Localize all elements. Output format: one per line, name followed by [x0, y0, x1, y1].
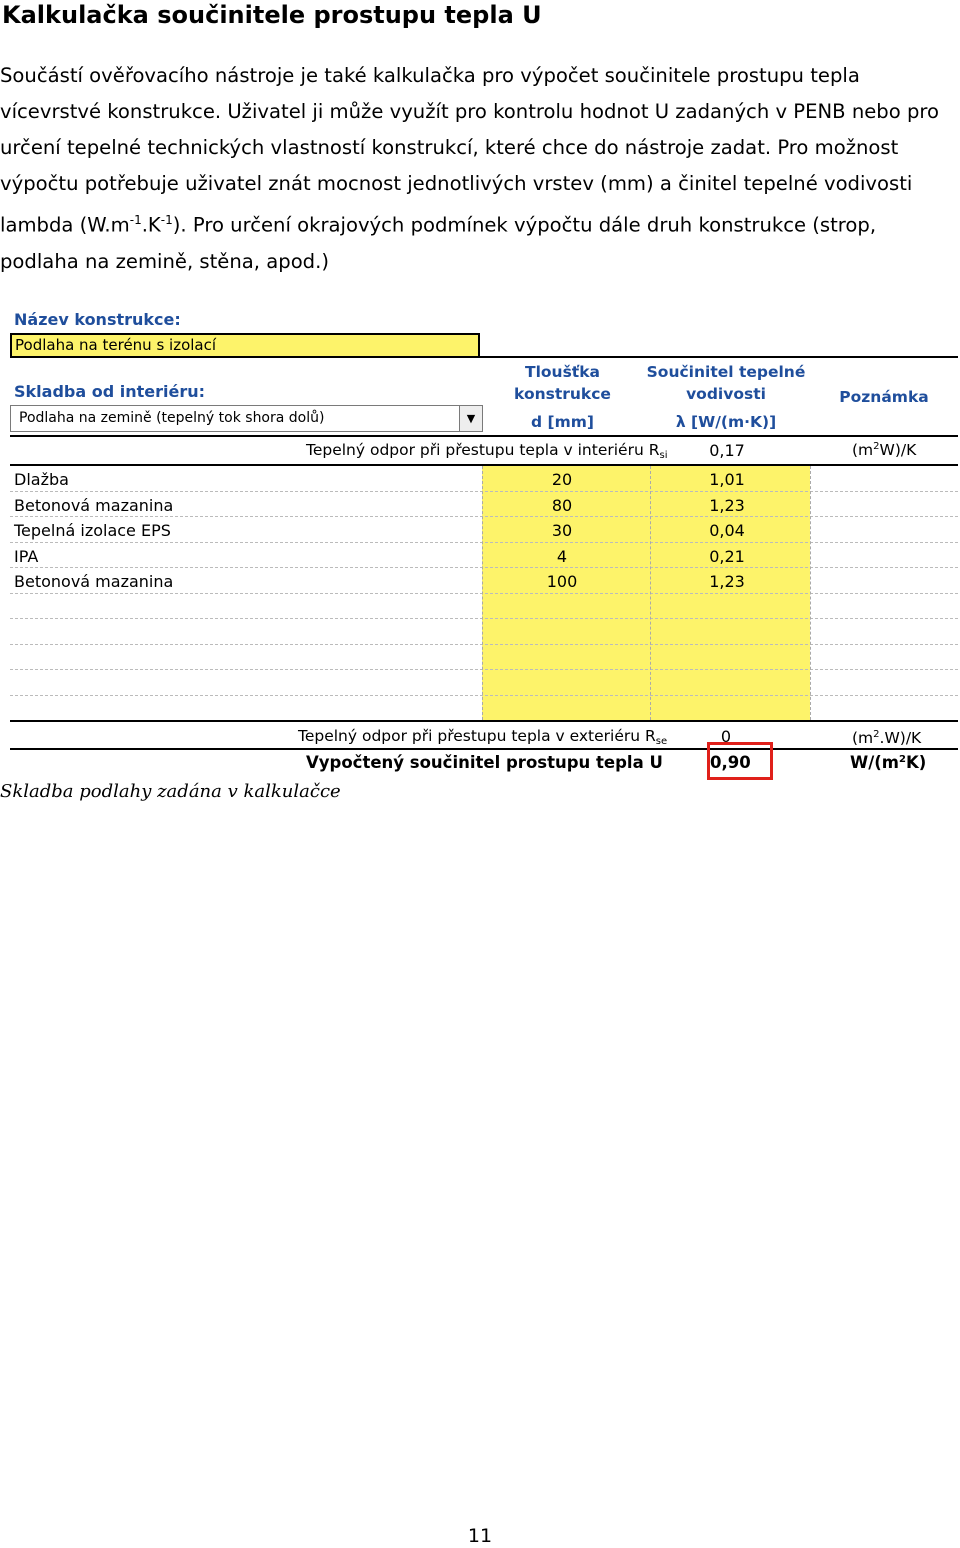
layer-lambda: 0,04	[709, 521, 745, 540]
thickness-header: Tloušťka konstrukce d [mm]	[514, 363, 611, 431]
construction-name-input[interactable]: Podlaha na terénu s izolací	[10, 333, 480, 358]
layer-name: Dlažba	[14, 470, 69, 489]
conductivity-header: Součinitel tepelné vodivosti λ [W/(m·K)]	[646, 363, 806, 431]
layer-name: IPA	[14, 547, 39, 566]
rsi-value: 0,17	[709, 441, 745, 460]
figure-caption: Skladba podlahy zadána v kalkulačce	[0, 781, 341, 802]
result-highlight-box	[707, 742, 773, 780]
layer-name: Betonová mazanina	[14, 496, 174, 515]
layer-thickness: 80	[551, 496, 573, 515]
intro-paragraph: Součástí ověřovacího nástroje je také kalkulačka pro výpočet součinitele prostupu tepla vícevrstvé konstrukce. Uživatel ji může využít pro kontrolu hodnot U zadaných v PENB nebo pro určení tepelné technických vlastností konstrukcí, které chce do nástroje zadat. Pro možnost výpočtu potřebuje uživatel znát mocnost jednotlivých vrstev (mm) a činitel tepelné vodivosti lambda $(W.m^{-1}.K^{-1})$. Pro určení okrajových podmínek výpočtu dále druh konstrukce (strop, podlaha na zemině, stěna, apod.)	[0, 64, 939, 273]
layers-table	[10, 466, 958, 720]
layer-lambda: 1,23	[709, 572, 745, 591]
rsi-label: Tepelný odpor při přestupu tepla v interiéru $R_{si}$	[306, 441, 668, 461]
result-unit: $W/(m^2K)$	[850, 753, 927, 772]
result-value: 0,90	[710, 753, 751, 772]
rse-value: 0	[720, 727, 732, 746]
rule-top	[10, 435, 958, 437]
page-number: 11	[467, 1525, 493, 1547]
layer-thickness: 4	[556, 547, 568, 566]
layer-name: Tepelná izolace EPS	[14, 521, 171, 540]
separator-line	[480, 356, 958, 358]
rsi-unit: $(m^2W)/K$	[852, 441, 917, 459]
chevron-down-icon[interactable]: ▼	[459, 406, 482, 431]
note-header: Poznámka	[839, 388, 929, 406]
layer-lambda: 0,21	[709, 547, 745, 566]
layer-thickness: 100	[546, 572, 578, 591]
layer-lambda: 1,01	[709, 470, 745, 489]
composition-select[interactable]: Podlaha na zemině (tepelný tok shora dolů) ▼	[10, 405, 483, 432]
rule-rows-bottom	[10, 720, 958, 722]
layer-thickness: 20	[551, 470, 573, 489]
layer-name: Betonová mazanina	[14, 572, 174, 591]
construction-name-label: Název konstrukce:	[14, 310, 181, 329]
rse-label: Tepelný odpor při přestupu tepla v exteriéru $R_{se}$	[298, 727, 668, 747]
layer-lambda: 1,23	[709, 496, 745, 515]
layer-thickness: 30	[551, 521, 573, 540]
composition-label: Skladba od interiéru:	[14, 382, 206, 401]
rse-unit: $(m^2.W)/K$	[852, 729, 922, 747]
result-label: Vypočtený součinitel prostupu tepla U	[306, 753, 663, 772]
rule-result	[10, 748, 958, 750]
page-title: Kalkulačka součinitele prostupu tepla U	[2, 1, 542, 29]
